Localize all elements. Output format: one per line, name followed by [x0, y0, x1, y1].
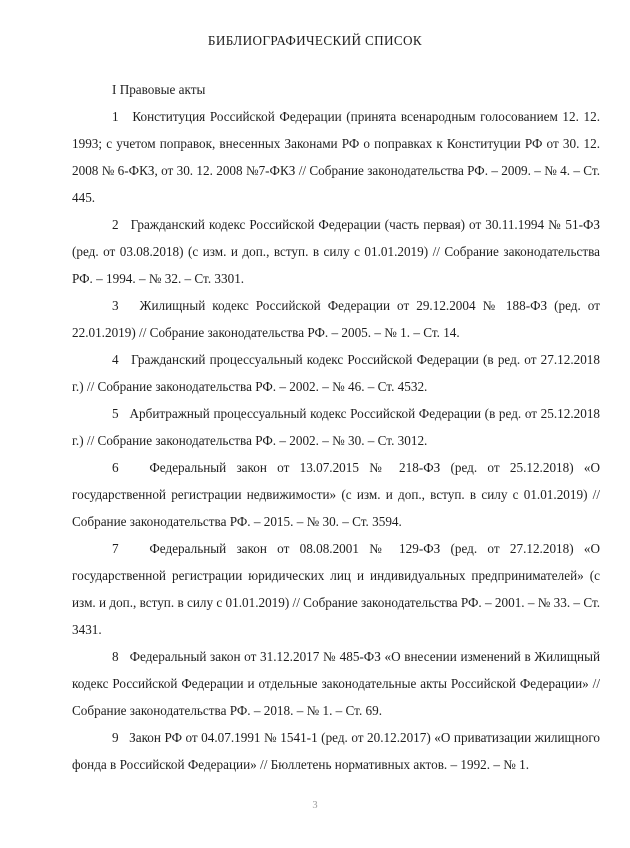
reference-text: Гражданский процессуальный кодекс Российской Федерации (в ред. от 27.12.2018 г.) // Собрание законодательства РФ. – 2002. – № 46. – Ст. 4532.	[72, 352, 600, 394]
reference-number: 9	[112, 730, 119, 745]
reference-number: 7	[112, 541, 119, 556]
reference-entry	[72, 292, 600, 346]
reference-entry	[72, 643, 600, 724]
reference-text: Федеральный закон от 13.07.2015 № 218-ФЗ (ред. от 25.12.2018) «О государственной регистрации недвижимости» (с изм. и доп., вступ. в силу с 01.01.2019) // Собрание законодательства РФ. – 2015. – № 30. – Ст. 3594.	[72, 460, 600, 529]
reference-entry	[72, 454, 600, 535]
reference-number: 4	[112, 352, 119, 367]
reference-entry	[72, 400, 600, 454]
reference-entry	[72, 535, 600, 643]
page-title: БИБЛИОГРАФИЧЕСКИЙ СПИСОК	[207, 33, 423, 48]
reference-number: 2	[112, 217, 119, 232]
reference-entry	[72, 724, 600, 778]
reference-number: 1	[112, 109, 119, 124]
reference-text: Конституция Российской Федерации (принята всенародным голосованием 12. 12. 1993; с учетом поправок, внесенных Законами РФ о поправках к Конституции РФ от 30. 12. 2008 № 6-ФКЗ, от 30. 12. 2008 №7-ФКЗ // Собрание законодательства РФ. – 2009. – № 4. – Ст. 445.	[72, 109, 601, 205]
reference-text: Гражданский кодекс Российской Федерации (часть первая) от 30.11.1994 № 51-ФЗ (ред. от 03.08.2018) (с изм. и доп., вступ. в силу с 01.01.2019) // Собрание законодательства РФ. – 1994. – № 32. – Ст. 3301.	[72, 217, 600, 286]
reference-entry	[72, 103, 600, 211]
reference-entry	[72, 346, 600, 400]
page-number: 3	[312, 800, 318, 811]
reference-text: Федеральный закон от 31.12.2017 № 485-ФЗ «О внесении изменений в Жилищный кодекс Российской Федерации и отдельные законодательные акты Российской Федерации» // Собрание законодательства РФ. – 2018. – № 1. – Ст. 69.	[72, 649, 601, 718]
reference-entry	[72, 211, 600, 292]
reference-text: Федеральный закон от 08.08.2001 № 129-ФЗ (ред. от 27.12.2018) «О государственной регистрации юридических лиц и индивидуальных предпринимателей» (с изм. и доп., вступ. в силу с 01.01.2019) // Собрание законодательства РФ. – 2001. – № 33. – Ст. 3431.	[72, 541, 601, 637]
bibliography-body	[72, 76, 600, 778]
reference-number: 3	[112, 298, 119, 313]
section-heading-legal-acts: I Правовые акты	[112, 82, 206, 97]
reference-text: Жилищный кодекс Российской Федерации от 29.12.2004 № 188-ФЗ (ред. от 22.01.2019) // Собрание законодательства РФ. – 2005. – № 1. – Ст. 14.	[72, 298, 600, 340]
reference-number: 5	[112, 406, 119, 421]
reference-number: 6	[112, 460, 119, 475]
reference-text: Закон РФ от 04.07.1991 № 1541-1 (ред. от 20.12.2017) «О приватизации жилищного фонда в Российской Федерации» // Бюллетень нормативных актов. – 1992. – № 1.	[72, 730, 601, 772]
reference-number: 8	[112, 649, 119, 664]
reference-text: Арбитражный процессуальный кодекс Российской Федерации (в ред. от 25.12.2018 г.) // Собрание законодательства РФ. – 2002. – № 30. – Ст. 3012.	[72, 406, 601, 448]
